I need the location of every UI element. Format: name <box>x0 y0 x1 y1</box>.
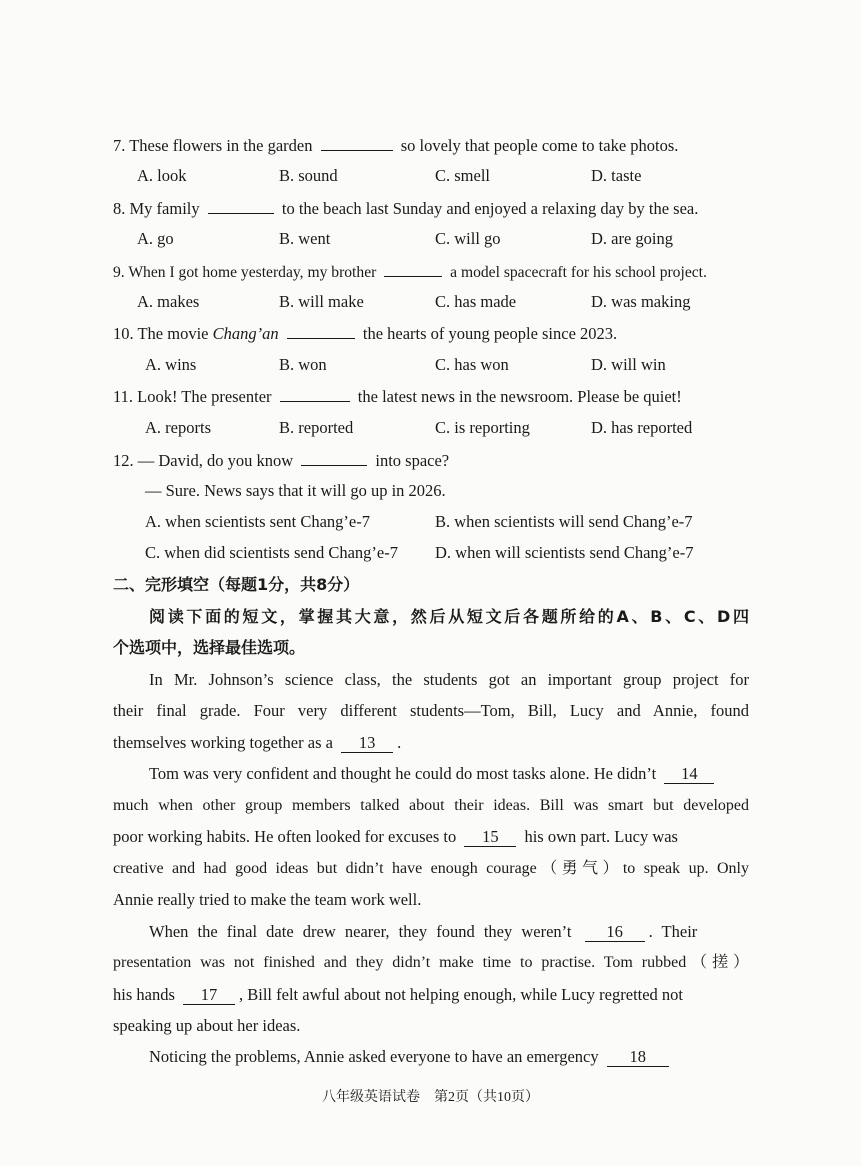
question-text-pre: When I got home yesterday, my brother <box>128 264 377 281</box>
passage-line: speaking up about her ideas. <box>113 1016 301 1035</box>
question-text-post: so lovely that people come to take photos. <box>400 136 679 155</box>
answer-blank <box>384 261 442 277</box>
question-number: 11. <box>113 387 134 406</box>
option-a: A. go <box>137 229 174 248</box>
question-text-pre: The movie <box>137 324 209 343</box>
option-a: A. wins <box>145 355 197 374</box>
section-instruction-1: 阅读下面的短文，掌握其大意，然后从短文后各题所给的A、B、C、D四 <box>149 607 749 626</box>
option-d: D. when will scientists send Chang’e-7 <box>435 543 694 562</box>
question-text-post: the latest news in the newsroom. Please be quiet! <box>357 387 682 406</box>
passage-text: themselves working together as a <box>113 733 333 752</box>
passage-text: his hands <box>113 985 175 1004</box>
question-number: 9. <box>113 264 125 281</box>
passage-line: much when other group members talked about their ideas. Bill was smart but developed <box>113 797 749 814</box>
answer-blank <box>287 323 355 339</box>
question-12-reply <box>145 481 749 501</box>
option-c: C. has won <box>435 355 509 374</box>
question-number: 10. <box>113 324 134 343</box>
answer-blank <box>301 450 367 466</box>
cloze-blank-16: 16 <box>585 923 645 942</box>
option-c: C. has made <box>435 292 517 311</box>
answer-blank <box>321 135 393 151</box>
passage-line <box>149 922 749 942</box>
passage-line: Annie really tried to make the team work well. <box>113 890 422 909</box>
option-a: A. look <box>137 166 187 185</box>
passage-line: In Mr. Johnson’s science class, the students got an important group project for <box>149 670 749 689</box>
section-instruction-2: 个选项中，选择最佳选项。 <box>113 638 306 657</box>
question-8 <box>113 198 749 219</box>
option-d: D. was making <box>591 292 691 311</box>
passage-line: presentation was not finished and they didn’t make time to practise. Tom rubbed（搓） <box>113 954 749 971</box>
dialogue-reply: — Sure. News says that it will go up in 2026. <box>145 481 446 500</box>
option-d: D. are going <box>591 229 674 248</box>
passage-text: his own part. Lucy was <box>524 827 678 846</box>
option-d: D. will win <box>591 355 666 374</box>
passage-text: . <box>397 733 402 752</box>
option-b: B. reported <box>279 418 354 437</box>
option-a: A. makes <box>137 292 200 311</box>
question-7 <box>113 135 749 156</box>
cloze-blank-17: 17 <box>183 986 235 1005</box>
question-text-pre: Look! The presenter <box>137 387 272 406</box>
passage-line <box>113 733 749 753</box>
question-10 <box>113 323 749 344</box>
passage-text: . Their <box>648 922 698 941</box>
question-number: 7. <box>113 136 126 155</box>
page-footer: 八年级英语试卷 第2页（共10页） <box>322 1090 539 1105</box>
passage-text: When the final date drew nearer, they found they weren’t <box>149 922 572 941</box>
option-c: C. when did scientists send Chang’e-7 <box>145 543 398 562</box>
option-d: D. taste <box>591 166 642 185</box>
option-a: A. when scientists sent Chang’e-7 <box>145 512 370 531</box>
cloze-blank-14: 14 <box>664 765 714 784</box>
passage-line <box>113 985 749 1005</box>
option-b: B. when scientists will send Chang’e-7 <box>435 512 693 531</box>
question-number: 8. <box>113 199 126 218</box>
question-text-post: into space? <box>375 451 450 470</box>
answer-blank <box>280 386 350 402</box>
question-text-post: to the beach last Sunday and enjoyed a relaxing day by the sea. <box>281 199 699 218</box>
passage-line <box>149 764 749 784</box>
cloze-blank-15: 15 <box>464 828 516 847</box>
cloze-blank-13: 13 <box>341 734 393 753</box>
question-text-post: a model spacecraft for his school project. <box>450 264 707 281</box>
option-c: C. smell <box>435 166 491 185</box>
passage-line: their final grade. Four very different students—Tom, Bill, Lucy and Annie, found <box>113 701 749 720</box>
passage-text: Tom was very confident and thought he could do most tasks alone. He didn’t <box>149 764 657 783</box>
section-heading: 二、完形填空（每题1分，共8分） <box>113 575 360 594</box>
passage-text: Noticing the problems, Annie asked everyone to have an emergency <box>149 1047 599 1066</box>
question-number: 12. <box>113 451 134 470</box>
movie-title: Chang’an <box>212 324 279 343</box>
option-b: B. won <box>279 355 327 374</box>
option-b: B. will make <box>279 292 364 311</box>
question-text-pre: My family <box>129 199 200 218</box>
question-text-pre: — David, do you know <box>137 451 294 470</box>
passage-line: creative and had good ideas but didn’t have enough courage（勇气）to speak up. Only <box>113 860 749 877</box>
question-9 <box>113 261 749 283</box>
answer-blank <box>208 198 274 214</box>
passage-text: poor working habits. He often looked for excuses to <box>113 827 457 846</box>
cloze-blank-18: 18 <box>607 1048 669 1067</box>
option-b: B. sound <box>279 166 338 185</box>
option-a: A. reports <box>145 418 211 437</box>
option-b: B. went <box>279 229 331 248</box>
option-c: C. will go <box>435 229 501 248</box>
option-c: C. is reporting <box>435 418 530 437</box>
option-d: D. has reported <box>591 418 693 437</box>
passage-line <box>113 827 749 847</box>
passage-line <box>149 1047 749 1067</box>
question-text-post: the hearts of young people since 2023. <box>362 324 618 343</box>
passage-text: , Bill felt awful about not helping enough, while Lucy regretted not <box>239 985 684 1004</box>
question-12 <box>113 450 749 471</box>
question-text-pre: These flowers in the garden <box>129 136 313 155</box>
question-11 <box>113 386 749 407</box>
